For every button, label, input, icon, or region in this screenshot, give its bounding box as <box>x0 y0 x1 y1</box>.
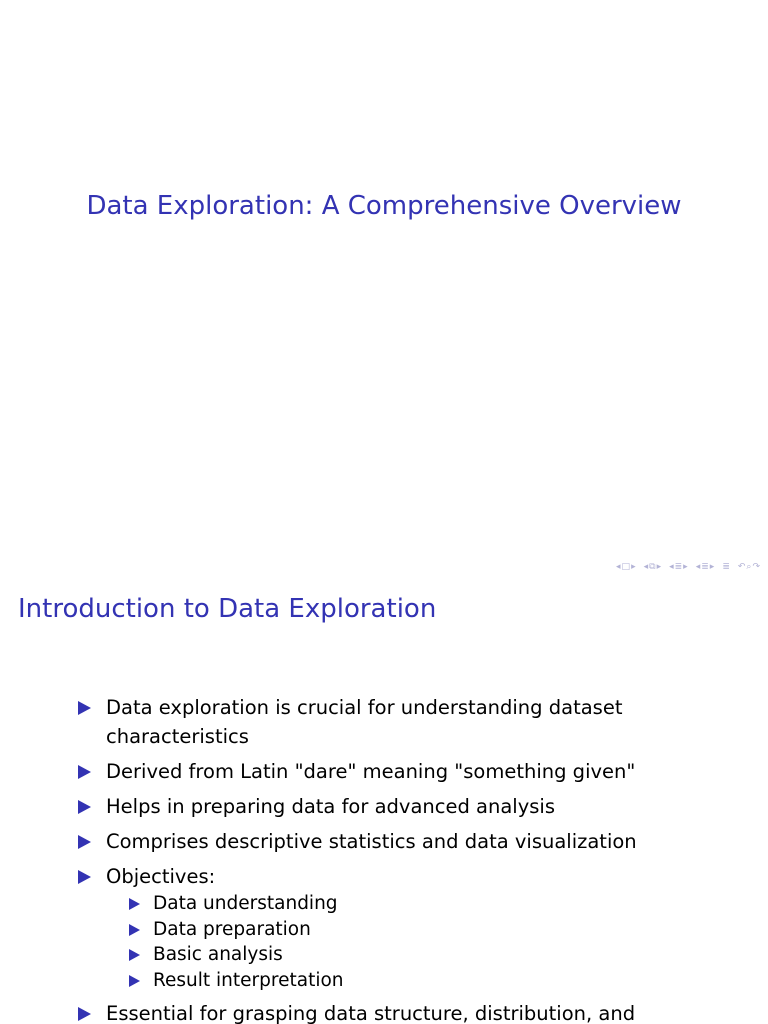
arrow-left-icon[interactable]: ◂ <box>669 562 674 572</box>
bullet-triangle-icon <box>78 765 91 779</box>
section-icon[interactable]: ≣ <box>674 562 683 572</box>
bullet-text: Helps in preparing data for advanced analysis <box>106 795 556 818</box>
undo-icon[interactable]: ↶ <box>737 562 746 572</box>
sublist-text: Basic analysis <box>153 944 283 965</box>
sub-bullet-triangle-icon <box>129 898 140 910</box>
align-icon[interactable]: ≣ <box>722 562 730 572</box>
bullet-triangle-icon <box>78 835 91 849</box>
bullet-text: Comprises descriptive statistics and data visualization <box>106 830 637 853</box>
bullet-triangle-icon <box>78 701 91 715</box>
nav-frame-group <box>616 562 636 572</box>
nav-subsection-group <box>644 562 662 572</box>
presentation-title: Data Exploration: A Comprehensive Overview <box>86 191 682 221</box>
nav-search-group <box>738 562 760 572</box>
frame-icon[interactable]: □ <box>621 562 631 572</box>
sublist-item <box>126 942 718 968</box>
bullet-triangle-icon <box>78 1007 91 1021</box>
list-item <box>78 827 718 856</box>
list-item <box>78 999 718 1024</box>
sublist-item <box>126 891 718 917</box>
sub-bullet-triangle-icon <box>129 924 140 936</box>
list-item <box>78 792 718 821</box>
redo-icon[interactable]: ↷ <box>752 562 760 572</box>
list-item <box>78 693 718 751</box>
arrow-left-icon[interactable]: ◂ <box>616 562 621 572</box>
sub-bullet-triangle-icon <box>129 949 140 961</box>
arrow-right-icon[interactable]: ▸ <box>709 562 715 572</box>
sublist-item <box>126 917 718 943</box>
sublist-item <box>126 968 718 994</box>
bullet-text: Essential for grasping data structure, distribution, and <box>106 1002 636 1024</box>
intro-slide <box>0 576 768 1024</box>
objectives-sublist <box>106 891 718 993</box>
sub-bullet-triangle-icon <box>129 975 140 987</box>
arrow-right-icon[interactable]: ▸ <box>683 562 688 572</box>
sublist-text: Data understanding <box>153 893 338 914</box>
sublist-text: Result interpretation <box>153 969 344 991</box>
nav-page-group <box>696 562 715 572</box>
arrow-right-icon[interactable]: ▸ <box>631 562 636 572</box>
arrow-left-icon[interactable]: ◂ <box>643 562 649 572</box>
bullet-text: Derived from Latin "dare" meaning "something given" <box>106 760 636 783</box>
bullet-text: Objectives: <box>106 865 216 888</box>
bullet-triangle-icon <box>78 800 91 814</box>
nav-align-group <box>722 562 730 572</box>
list-item-objectives <box>78 862 718 993</box>
bullet-text: Data exploration is crucial for understanding dataset characteristics <box>106 696 623 748</box>
arrow-left-icon[interactable]: ◂ <box>695 562 701 572</box>
list-item <box>78 757 718 786</box>
nav-section-group <box>669 562 688 572</box>
slide-content <box>78 693 718 1024</box>
frame-title: Introduction to Data Exploration <box>18 594 437 624</box>
bullet-triangle-icon <box>78 870 91 884</box>
bullet-list <box>78 693 718 1024</box>
arrow-right-icon[interactable]: ▸ <box>656 562 662 572</box>
sublist-text: Data preparation <box>153 918 311 940</box>
subsection-icon[interactable]: ⧉ <box>649 562 656 572</box>
beamer-navigation-bar <box>610 562 760 572</box>
page-icon[interactable]: ≣ <box>701 562 709 572</box>
search-icon[interactable]: ⌕ <box>746 562 752 572</box>
